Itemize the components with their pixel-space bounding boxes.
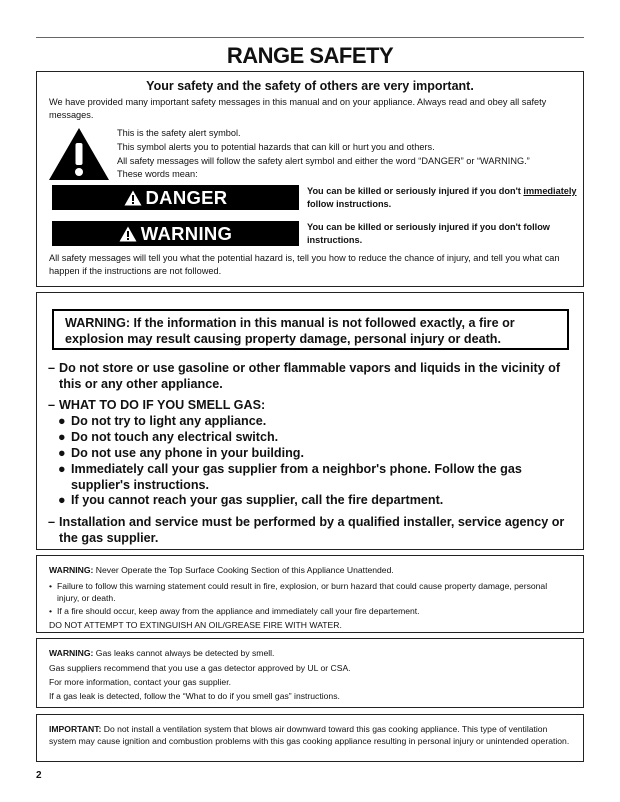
safety-alert-icon xyxy=(47,126,111,182)
gas-leak-box xyxy=(36,638,584,708)
safety-footer: All safety messages will tell you what the potential hazard is, tell you how to reduce the chance of injury, and tell you what can happen if the instructions are not followed. xyxy=(49,253,560,276)
gas-warning-statement: WARNING: If the information in this manual is not followed exactly, a fire or explosion may result causing property damage, personal injury or death. xyxy=(52,309,569,350)
safety-heading: Your safety and the safety of others are very important. xyxy=(146,79,474,93)
cooking-bullet xyxy=(49,580,571,604)
warning-banner xyxy=(52,221,299,246)
bullet-text: Do not use any phone in your building. xyxy=(71,446,304,460)
symbol-line: This symbol alerts you to potential hazards that can kill or hurt you and others. xyxy=(117,142,435,152)
bullet-text: Do not touch any electrical switch. xyxy=(71,430,279,444)
warning-label: WARNING: xyxy=(49,648,94,658)
bullet-text: If you cannot reach your gas supplier, call the fire department. xyxy=(71,493,444,507)
page-number: 2 xyxy=(36,770,42,781)
dash: – xyxy=(48,361,56,375)
important-text: Do not install a ventilation system that blows air downward toward this gas cooking appliance. This type of ventilation system may cause ignition and combustion problems with this gas cooking appliance resulting in personal injury or unintended operation. xyxy=(49,724,570,746)
gas-leak-warning xyxy=(49,647,571,659)
warning-alert-icon xyxy=(119,226,137,242)
cooking-warning-box xyxy=(36,555,584,633)
cooking-warning xyxy=(49,564,571,576)
words-mean: These words mean: xyxy=(117,169,198,179)
bullet-text: Immediately call your gas supplier from a neighbor's phone. Follow the gas supplier's instructions. xyxy=(71,462,522,492)
gas-leak-line: If a gas leak is detected, follow the “What to do if you smell gas” instructions. xyxy=(49,691,340,701)
bullet: ● xyxy=(58,462,66,476)
danger-banner xyxy=(52,185,299,210)
warning-label: WARNING: xyxy=(49,565,94,575)
important-box xyxy=(36,714,584,762)
gas-leak-line: Gas suppliers recommend that you use a gas detector approved by UL or CSA. xyxy=(49,663,351,673)
dash: – xyxy=(48,515,56,529)
gas-leak-line: For more information, contact your gas supplier. xyxy=(49,677,231,687)
safety-symbol-box xyxy=(36,71,584,287)
bullet: ● xyxy=(58,414,66,428)
page-title: RANGE SAFETY xyxy=(226,43,394,68)
bullet: ● xyxy=(58,446,66,460)
danger-text-end: follow instructions. xyxy=(307,198,392,209)
gas-warning-box xyxy=(36,292,584,550)
cooking-bullet-text: Failure to follow this warning statement could result in fire, explosion, or burn hazard that could cause property damage, personal injury, or death. xyxy=(57,581,548,603)
cooking-warning-text: Never Operate the Top Surface Cooking Section of this Appliance Unattended. xyxy=(93,565,394,575)
danger-description xyxy=(307,185,579,210)
danger-text: You can be killed or seriously injured if you don't xyxy=(307,186,524,196)
symbol-line: This is the safety alert symbol. xyxy=(117,128,241,138)
bullet: ● xyxy=(58,430,66,444)
smell-gas-heading: WHAT TO DO IF YOU SMELL GAS: xyxy=(59,398,266,412)
safety-intro: We have provided many important safety messages in this manual and on your appliance. Always read and obey all safety messages. xyxy=(49,97,547,120)
danger-label: DANGER xyxy=(145,186,228,208)
symbol-line: All safety messages will follow the safety alert symbol and either the word “DANGER” or “WARNING.” xyxy=(117,156,530,166)
grease-fire-warning: DO NOT ATTEMPT TO EXTINGUISH AN OIL/GREASE FIRE WITH WATER. xyxy=(49,620,342,630)
danger-text-underlined: immediately xyxy=(523,186,577,196)
gas-leak-warning-text: Gas leaks cannot always be detected by smell. xyxy=(93,648,275,658)
bullet-text: Do not try to light any appliance. xyxy=(71,414,267,428)
cooking-bullet-text: If a fire should occur, keep away from the appliance and immediately call your fire departement. xyxy=(57,606,420,616)
warning-label: WARNING xyxy=(140,222,233,244)
bullet: ● xyxy=(58,493,66,507)
warning-description: You can be killed or seriously injured if you don't follow instructions. xyxy=(307,222,550,245)
gas-warning-item-text: Do not store or use gasoline or other flammable vapors and liquids in the vicinity of this or any other appliance. xyxy=(59,361,561,391)
top-rule xyxy=(36,37,584,38)
danger-alert-icon xyxy=(124,190,142,206)
important-note xyxy=(49,723,571,747)
important-label: IMPORTANT: xyxy=(49,724,102,734)
gas-warning-item-text: Installation and service must be performed by a qualified installer, service agency or the gas supplier. xyxy=(59,515,565,545)
bullet: • xyxy=(49,606,53,616)
dash: – xyxy=(48,398,56,412)
bullet: • xyxy=(49,581,53,591)
